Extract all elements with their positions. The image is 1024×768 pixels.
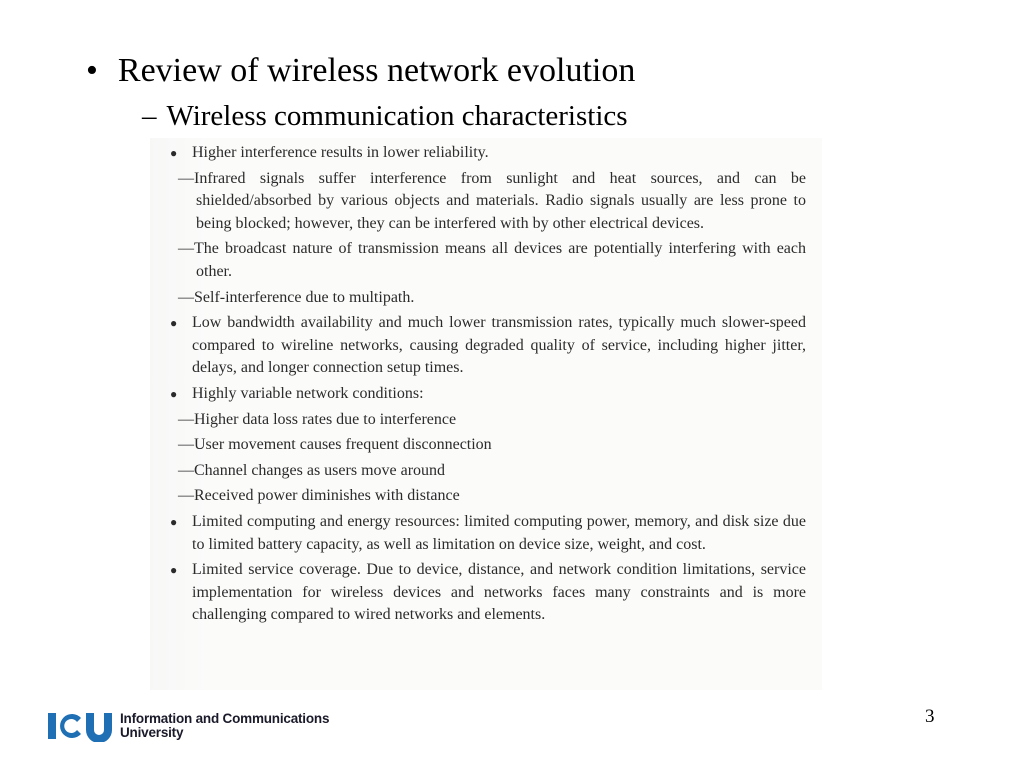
scan-item-text: Low bandwidth availability and much lower transmission rates, typically much slower-speed compared to wireline networks, causing degraded quality of service, including higher jitter, delays, and longer connection setup times. xyxy=(192,314,806,377)
title-bullet-row xyxy=(86,50,635,92)
scan-item-text: Higher interference results in lower reliability. xyxy=(192,144,489,161)
logo-line-1: Information and Communications xyxy=(120,711,330,726)
logo-line-2: University xyxy=(120,725,184,740)
scan-bullet-dot: ● xyxy=(170,146,178,160)
subtitle-row xyxy=(142,98,628,134)
scan-sub-item: —Higher data loss rates due to interference xyxy=(178,410,457,428)
slide-subtitle: Wireless communication characteristics xyxy=(166,100,628,132)
scan-item-text: Highly variable network conditions: xyxy=(192,384,424,402)
title-bullet: • xyxy=(86,52,98,89)
scan-bullet-dot: ● xyxy=(170,563,178,578)
scanned-text-body xyxy=(170,142,806,630)
slide-title: Review of wireless network evolution xyxy=(117,52,636,89)
scan-bullet-item xyxy=(170,511,806,556)
scan-item-text: Limited service coverage. Due to device, distance, and network condition limitations, service implementation for wireless devices and networks faces many constraints and is more challenging compared to wired networks and elements. xyxy=(192,561,806,624)
icu-logo-mark-icon xyxy=(48,710,114,742)
scan-bullet-item xyxy=(170,559,806,627)
scan-sub-item: —User movement causes frequent disconnection xyxy=(178,436,492,454)
scan-sub-item: —Channel changes as users move around xyxy=(178,461,446,479)
university-logo xyxy=(48,710,329,742)
scan-bullet-item xyxy=(170,383,806,406)
scan-sub-item: —Self-interference due to multipath. xyxy=(178,288,415,306)
scan-sub-item: —Infrared signals suffer interference from sunlight and heat sources, and can be shielded/absorbed by various objects and materials. Radio signals usually are less prone to being blocked; however, they can be interfered with by other electrical devices. xyxy=(178,169,806,232)
scan-sub-item: —Received power diminishes with distance xyxy=(178,487,460,505)
subtitle-dash: – xyxy=(142,100,157,132)
scan-bullet-dot: ● xyxy=(170,386,178,401)
scanned-text-image xyxy=(150,138,822,690)
scan-sub-item: —The broadcast nature of transmission means all devices are potentially interfering with each other. xyxy=(178,240,806,280)
scan-item-text: Limited computing and energy resources: limited computing power, memory, and disk size due to limited battery capacity, as well as limitation on device size, weight, and cost. xyxy=(192,512,806,553)
scan-bullet-dot: ● xyxy=(170,514,178,529)
scan-bullet-dot: ● xyxy=(170,316,178,331)
page-number: 3 xyxy=(925,706,935,727)
logo-text xyxy=(120,712,329,740)
scan-bullet-item xyxy=(170,312,806,380)
scan-bullet-item xyxy=(170,142,806,165)
